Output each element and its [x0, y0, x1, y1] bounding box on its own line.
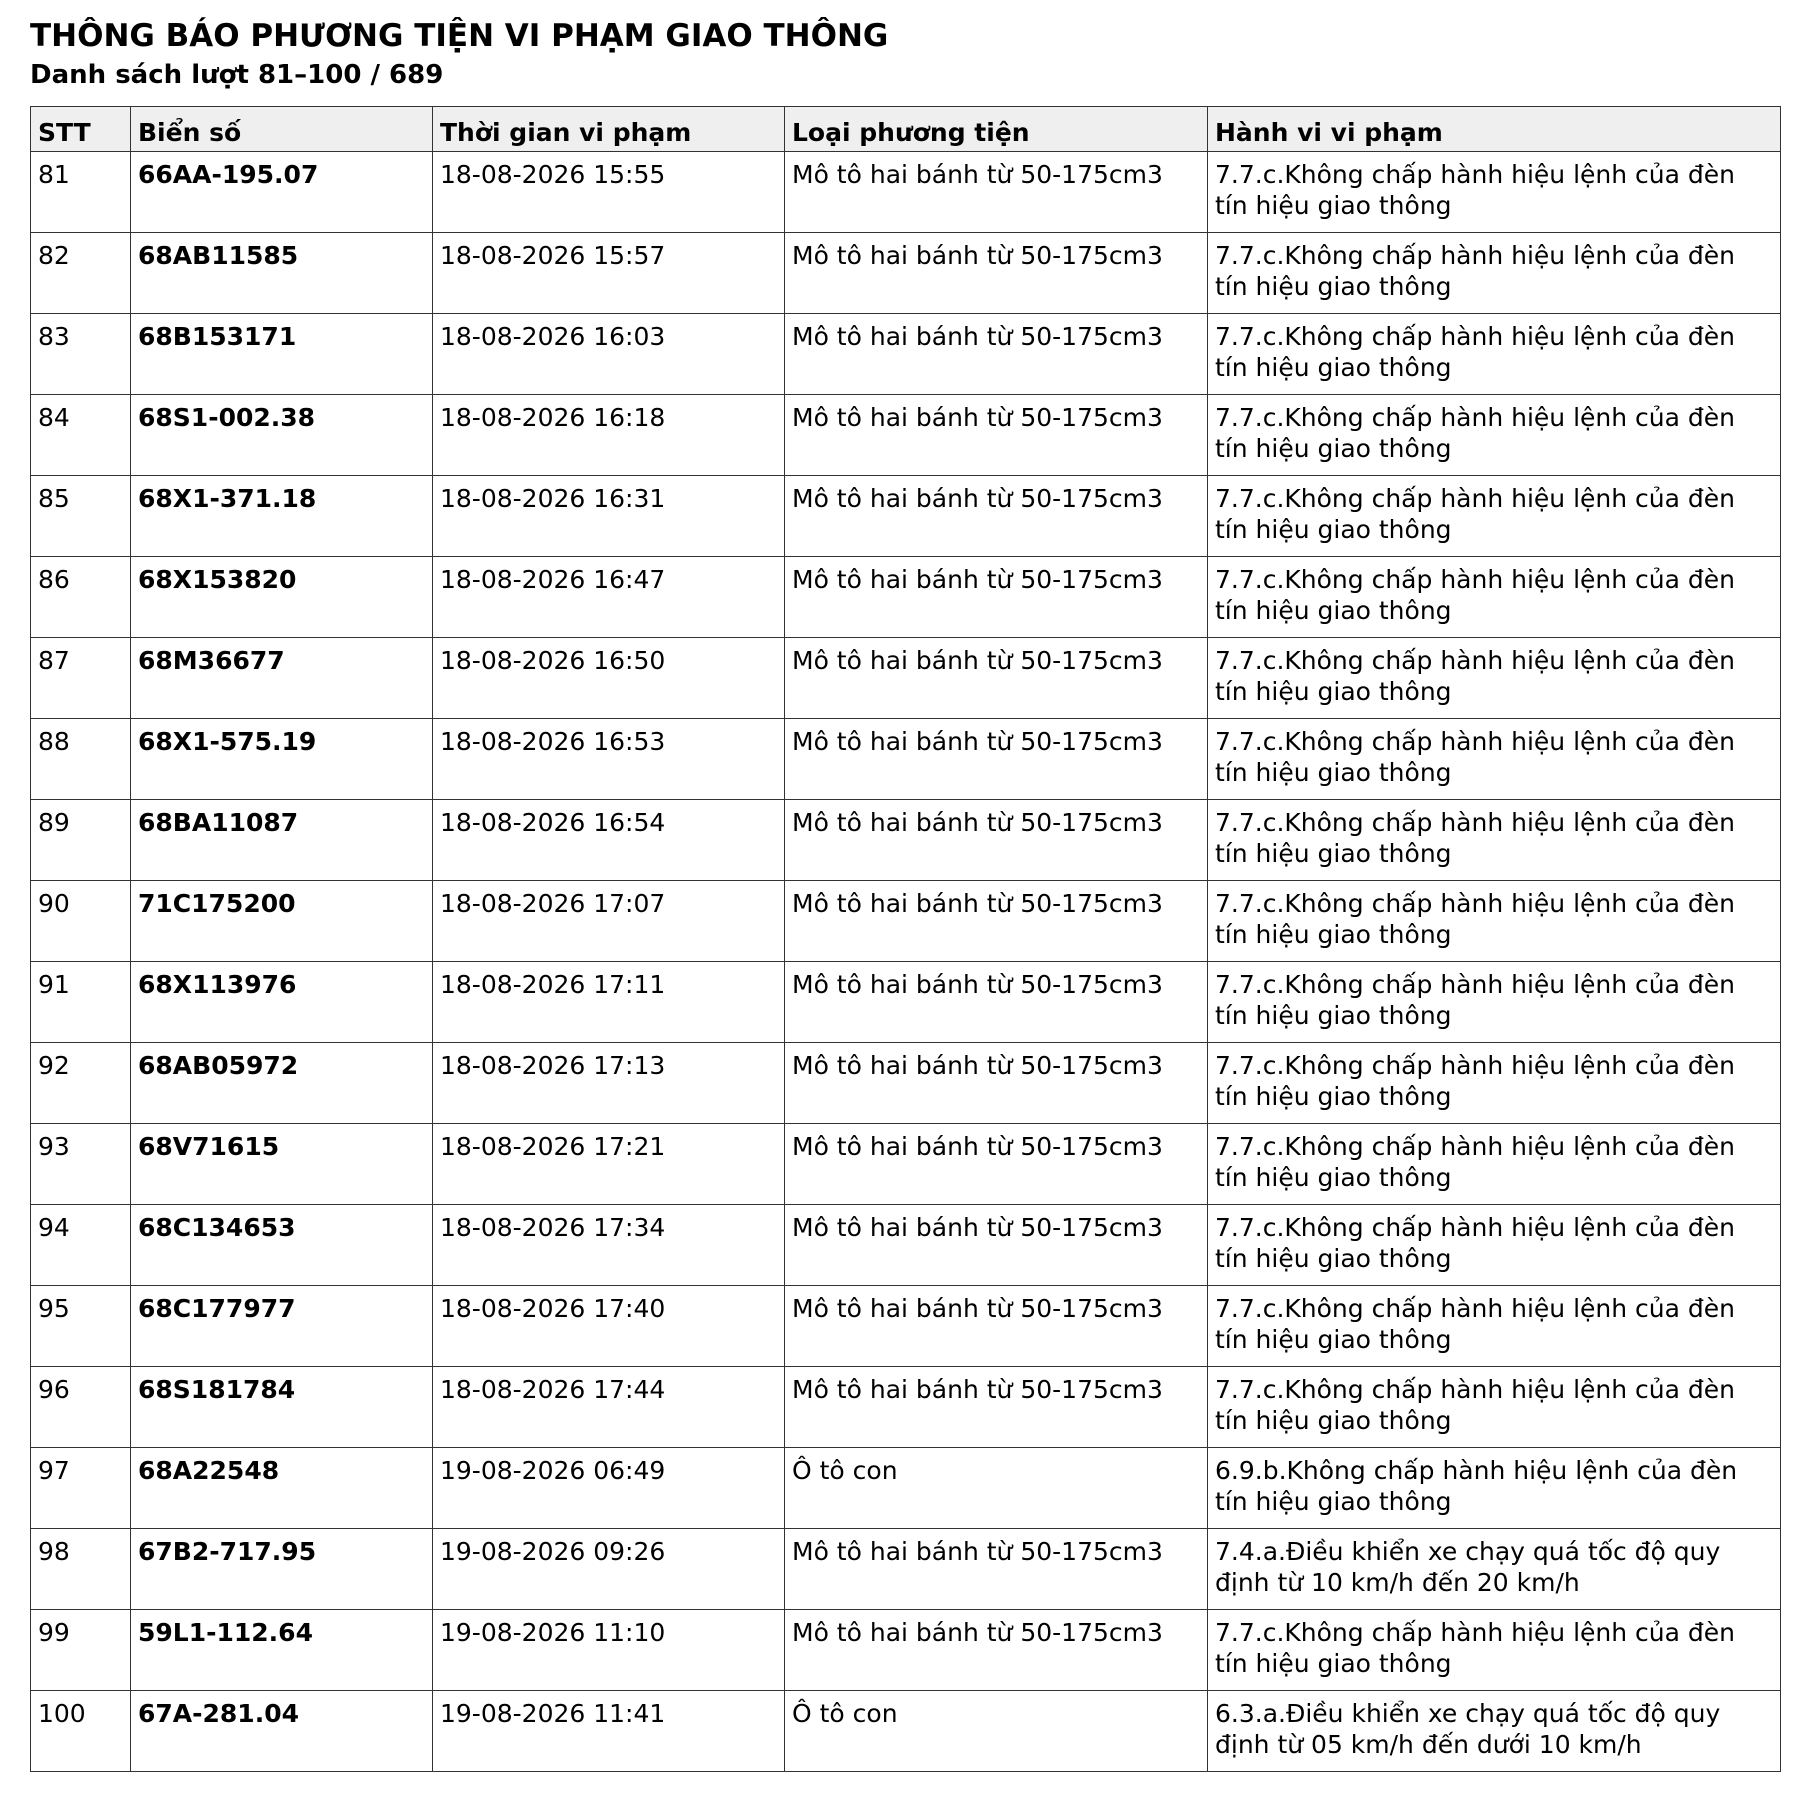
- cell-time: 18-08-2026 16:47: [433, 557, 785, 638]
- cell-stt: 83: [31, 314, 131, 395]
- cell-vehicle: Mô tô hai bánh từ 50-175cm3: [785, 152, 1208, 233]
- table-row: [31, 1610, 1781, 1691]
- cell-violation: 7.7.c.Không chấp hành hiệu lệnh của đèn tín hiệu giao thông: [1208, 1286, 1781, 1367]
- cell-time: 19-08-2026 09:26: [433, 1529, 785, 1610]
- cell-violation: 7.7.c.Không chấp hành hiệu lệnh của đèn tín hiệu giao thông: [1208, 476, 1781, 557]
- column-header-time: Thời gian vi phạm: [433, 107, 785, 152]
- cell-time: 18-08-2026 17:21: [433, 1124, 785, 1205]
- table-row: [31, 1286, 1781, 1367]
- table-row: [31, 962, 1781, 1043]
- table-row: [31, 1043, 1781, 1124]
- cell-plate: 67B2-717.95: [131, 1529, 433, 1610]
- cell-stt: 92: [31, 1043, 131, 1124]
- page-subtitle: Danh sách lượt 81–100 / 689: [30, 60, 444, 90]
- cell-violation: 7.7.c.Không chấp hành hiệu lệnh của đèn tín hiệu giao thông: [1208, 395, 1781, 476]
- cell-stt: 88: [31, 719, 131, 800]
- cell-stt: 82: [31, 233, 131, 314]
- cell-vehicle: Ô tô con: [785, 1448, 1208, 1529]
- cell-stt: 99: [31, 1610, 131, 1691]
- cell-vehicle: Mô tô hai bánh từ 50-175cm3: [785, 395, 1208, 476]
- cell-plate: 66AA-195.07: [131, 152, 433, 233]
- cell-plate: 68M36677: [131, 638, 433, 719]
- column-header-stt: STT: [31, 107, 131, 152]
- table-row: [31, 476, 1781, 557]
- cell-vehicle: Mô tô hai bánh từ 50-175cm3: [785, 557, 1208, 638]
- cell-time: 19-08-2026 11:41: [433, 1691, 785, 1772]
- cell-plate: 68S181784: [131, 1367, 433, 1448]
- cell-vehicle: Ô tô con: [785, 1691, 1208, 1772]
- cell-vehicle: Mô tô hai bánh từ 50-175cm3: [785, 1529, 1208, 1610]
- cell-vehicle: Mô tô hai bánh từ 50-175cm3: [785, 719, 1208, 800]
- table-row: [31, 1124, 1781, 1205]
- cell-stt: 96: [31, 1367, 131, 1448]
- cell-plate: 71C175200: [131, 881, 433, 962]
- cell-plate: 68V71615: [131, 1124, 433, 1205]
- cell-plate: 68B153171: [131, 314, 433, 395]
- cell-vehicle: Mô tô hai bánh từ 50-175cm3: [785, 1043, 1208, 1124]
- cell-stt: 93: [31, 1124, 131, 1205]
- table-row: [31, 1205, 1781, 1286]
- cell-stt: 95: [31, 1286, 131, 1367]
- table-body: [31, 152, 1781, 1772]
- cell-time: 18-08-2026 16:31: [433, 476, 785, 557]
- cell-stt: 86: [31, 557, 131, 638]
- cell-time: 18-08-2026 17:07: [433, 881, 785, 962]
- cell-vehicle: Mô tô hai bánh từ 50-175cm3: [785, 233, 1208, 314]
- column-header-vehicle: Loại phương tiện: [785, 107, 1208, 152]
- cell-vehicle: Mô tô hai bánh từ 50-175cm3: [785, 476, 1208, 557]
- cell-vehicle: Mô tô hai bánh từ 50-175cm3: [785, 1286, 1208, 1367]
- table-row: [31, 1529, 1781, 1610]
- cell-plate: 68X113976: [131, 962, 433, 1043]
- cell-plate: 68X153820: [131, 557, 433, 638]
- violations-table: [30, 106, 1781, 1772]
- cell-plate: 67A-281.04: [131, 1691, 433, 1772]
- cell-time: 18-08-2026 17:44: [433, 1367, 785, 1448]
- cell-vehicle: Mô tô hai bánh từ 50-175cm3: [785, 881, 1208, 962]
- cell-violation: 6.9.b.Không chấp hành hiệu lệnh của đèn tín hiệu giao thông: [1208, 1448, 1781, 1529]
- cell-plate: 68A22548: [131, 1448, 433, 1529]
- cell-stt: 100: [31, 1691, 131, 1772]
- cell-time: 18-08-2026 16:18: [433, 395, 785, 476]
- cell-violation: 7.7.c.Không chấp hành hiệu lệnh của đèn tín hiệu giao thông: [1208, 233, 1781, 314]
- cell-violation: 7.7.c.Không chấp hành hiệu lệnh của đèn tín hiệu giao thông: [1208, 1367, 1781, 1448]
- table-header-row: [31, 107, 1781, 152]
- cell-time: 18-08-2026 15:57: [433, 233, 785, 314]
- cell-plate: 59L1-112.64: [131, 1610, 433, 1691]
- cell-vehicle: Mô tô hai bánh từ 50-175cm3: [785, 1124, 1208, 1205]
- cell-violation: 7.7.c.Không chấp hành hiệu lệnh của đèn tín hiệu giao thông: [1208, 1043, 1781, 1124]
- table-row: [31, 233, 1781, 314]
- cell-violation: 7.7.c.Không chấp hành hiệu lệnh của đèn tín hiệu giao thông: [1208, 152, 1781, 233]
- cell-stt: 90: [31, 881, 131, 962]
- cell-vehicle: Mô tô hai bánh từ 50-175cm3: [785, 314, 1208, 395]
- column-header-plate: Biển số: [131, 107, 433, 152]
- cell-violation: 7.7.c.Không chấp hành hiệu lệnh của đèn tín hiệu giao thông: [1208, 1205, 1781, 1286]
- cell-vehicle: Mô tô hai bánh từ 50-175cm3: [785, 962, 1208, 1043]
- cell-stt: 89: [31, 800, 131, 881]
- cell-violation: 7.7.c.Không chấp hành hiệu lệnh của đèn tín hiệu giao thông: [1208, 314, 1781, 395]
- cell-plate: 68X1-371.18: [131, 476, 433, 557]
- cell-stt: 94: [31, 1205, 131, 1286]
- table-row: [31, 152, 1781, 233]
- cell-vehicle: Mô tô hai bánh từ 50-175cm3: [785, 1367, 1208, 1448]
- table-row: [31, 638, 1781, 719]
- table-row: [31, 314, 1781, 395]
- table-row: [31, 719, 1781, 800]
- cell-time: 19-08-2026 06:49: [433, 1448, 785, 1529]
- cell-time: 18-08-2026 17:11: [433, 962, 785, 1043]
- cell-plate: 68AB05972: [131, 1043, 433, 1124]
- column-header-violation: Hành vi vi phạm: [1208, 107, 1781, 152]
- cell-plate: 68S1-002.38: [131, 395, 433, 476]
- cell-violation: 7.7.c.Không chấp hành hiệu lệnh của đèn tín hiệu giao thông: [1208, 962, 1781, 1043]
- cell-violation: 7.4.a.Điều khiển xe chạy quá tốc độ quy định từ 10 km/h đến 20 km/h: [1208, 1529, 1781, 1610]
- cell-time: 18-08-2026 16:53: [433, 719, 785, 800]
- cell-vehicle: Mô tô hai bánh từ 50-175cm3: [785, 800, 1208, 881]
- cell-vehicle: Mô tô hai bánh từ 50-175cm3: [785, 1205, 1208, 1286]
- cell-stt: 81: [31, 152, 131, 233]
- cell-time: 18-08-2026 17:13: [433, 1043, 785, 1124]
- cell-violation: 7.7.c.Không chấp hành hiệu lệnh của đèn tín hiệu giao thông: [1208, 1610, 1781, 1691]
- cell-plate: 68C134653: [131, 1205, 433, 1286]
- cell-plate: 68X1-575.19: [131, 719, 433, 800]
- table-row: [31, 881, 1781, 962]
- cell-time: 18-08-2026 16:54: [433, 800, 785, 881]
- cell-stt: 91: [31, 962, 131, 1043]
- cell-plate: 68AB11585: [131, 233, 433, 314]
- cell-violation: 7.7.c.Không chấp hành hiệu lệnh của đèn tín hiệu giao thông: [1208, 800, 1781, 881]
- table-row: [31, 1448, 1781, 1529]
- cell-stt: 98: [31, 1529, 131, 1610]
- cell-vehicle: Mô tô hai bánh từ 50-175cm3: [785, 638, 1208, 719]
- table-row: [31, 1691, 1781, 1772]
- cell-time: 18-08-2026 17:40: [433, 1286, 785, 1367]
- table-row: [31, 557, 1781, 638]
- cell-violation: 7.7.c.Không chấp hành hiệu lệnh của đèn tín hiệu giao thông: [1208, 638, 1781, 719]
- cell-plate: 68C177977: [131, 1286, 433, 1367]
- cell-violation: 7.7.c.Không chấp hành hiệu lệnh của đèn tín hiệu giao thông: [1208, 1124, 1781, 1205]
- cell-time: 18-08-2026 15:55: [433, 152, 785, 233]
- table-row: [31, 800, 1781, 881]
- cell-stt: 84: [31, 395, 131, 476]
- table-row: [31, 395, 1781, 476]
- cell-vehicle: Mô tô hai bánh từ 50-175cm3: [785, 1610, 1208, 1691]
- cell-plate: 68BA11087: [131, 800, 433, 881]
- page-title: THÔNG BÁO PHƯƠNG TIỆN VI PHẠM GIAO THÔNG: [30, 18, 889, 54]
- cell-violation: 7.7.c.Không chấp hành hiệu lệnh của đèn tín hiệu giao thông: [1208, 719, 1781, 800]
- cell-violation: 7.7.c.Không chấp hành hiệu lệnh của đèn tín hiệu giao thông: [1208, 881, 1781, 962]
- cell-time: 19-08-2026 11:10: [433, 1610, 785, 1691]
- cell-stt: 87: [31, 638, 131, 719]
- cell-stt: 85: [31, 476, 131, 557]
- cell-time: 18-08-2026 16:03: [433, 314, 785, 395]
- cell-stt: 97: [31, 1448, 131, 1529]
- table-row: [31, 1367, 1781, 1448]
- cell-time: 18-08-2026 17:34: [433, 1205, 785, 1286]
- cell-violation: 7.7.c.Không chấp hành hiệu lệnh của đèn tín hiệu giao thông: [1208, 557, 1781, 638]
- cell-violation: 6.3.a.Điều khiển xe chạy quá tốc độ quy định từ 05 km/h đến dưới 10 km/h: [1208, 1691, 1781, 1772]
- cell-time: 18-08-2026 16:50: [433, 638, 785, 719]
